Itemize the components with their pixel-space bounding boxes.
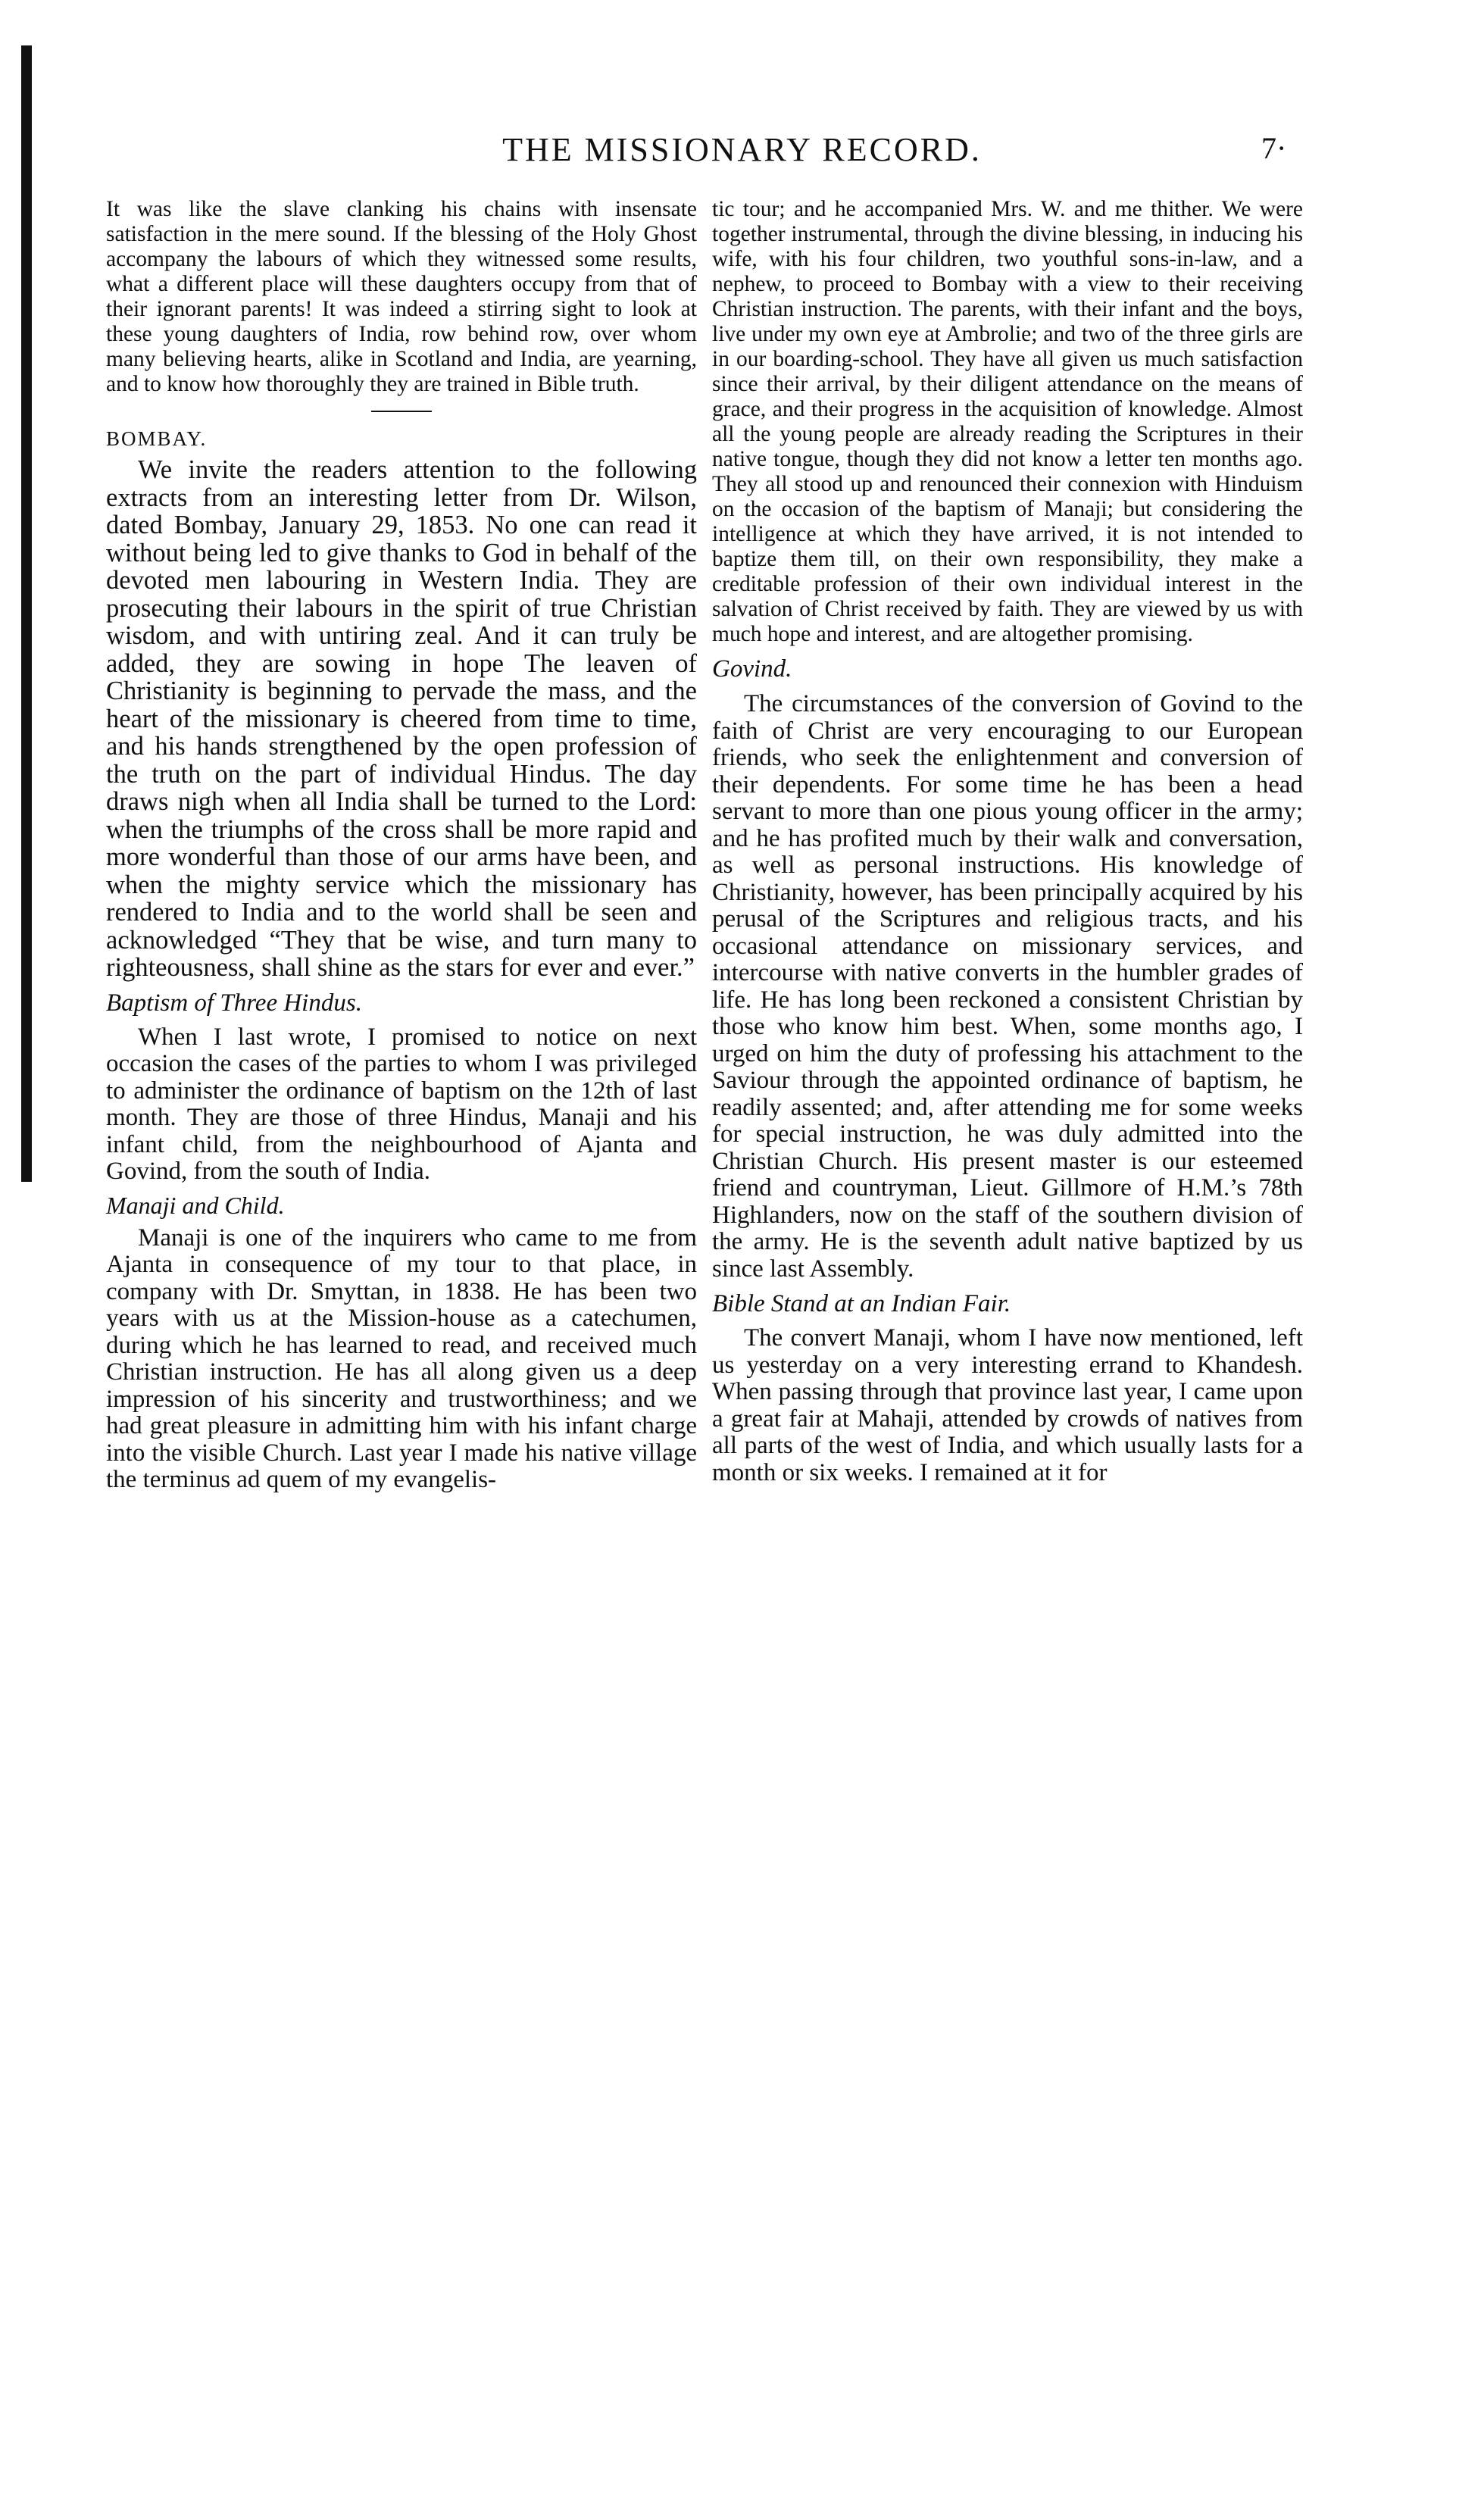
tour-paragraph: tic tour; and he accompanied Mrs. W. and me thither. We were together instrumental, through the divine blessing, in inducing his wife, with his four children, two youthful sons-in-law, and a nephew, to proceed to Bombay with a view to their receiving Christian instruction. The parents, with their infant and the boys, live under my own eye at Ambrolie; and two of the three girls are in our boarding-school. They have all given us much satisfaction since their arrival, by their diligent attendance on the means of grace, and their progress in the acquisition of knowledge. Almost all the young people are already reading the Scriptures in their native tongue, though they did not know a letter ten months ago. They all stood up and renounced their connexion with Hinduism on the occasion of the baptism of Manaji; but considering the intelligence at which they have arrived, it is not intended to baptize them till, on their own responsibility, they make a creditable profession of their own individual interest in the salvation of Christ received by faith. They are viewed by us with much hope and interest, and are altogether promising. xyxy=(712,197,1303,646)
bombay-paragraph: We invite the readers attention to the following extracts from an interesting letter from Dr. Wilson, dated Bombay, January 29, 1853. No one can read it without being led to give thanks to God in behalf of the devoted men labouring in Western India. They are prosecuting their labours in the spirit of true Christian wisdom, and with untiring zeal. And it can truly be added, they are sowing in hope The leaven of Christianity is beginning to pervade the mass, and the heart of the missionary is cheered from time to time, and his hands strengthened by the open profession of the truth on the part of individual Hindus. The day draws nigh when all India shall be turned to the Lord: when the triumphs of the cross shall be more rapid and more wonderful than those of our arms have been, and when the mighty service which the missionary has rendered to India and to the world shall be seen and acknowledged “They that be wise, and turn many to righteousness, shall shine as the stars for ever and ever.” xyxy=(106,455,697,982)
subheading-govind: Govind. xyxy=(712,655,792,683)
subheading-bible-stand: Bible Stand at an Indian Fair. xyxy=(712,1290,1011,1317)
running-title: THE MISSIONARY RECORD. xyxy=(502,131,982,168)
baptism-paragraph: When I last wrote, I promised to notice on next occasion the cases of the parties to whom I was privileged to administer the ordinance of baptism on the 12th of last month. They are those of three Hindus, Manaji and his infant child, from the neighbourhood of Ajanta and Govind, from the south of India. xyxy=(106,1023,697,1185)
section-rule xyxy=(371,411,432,412)
right-column xyxy=(712,197,1303,1486)
binding-edge xyxy=(21,45,32,1182)
subheading-baptism: Baptism of Three Hindus. xyxy=(106,989,362,1017)
page-number: 7· xyxy=(1261,131,1287,165)
subheading-manaji: Manaji and Child. xyxy=(106,1191,285,1219)
page-header xyxy=(0,130,1484,176)
left-column xyxy=(106,197,697,1494)
intro-paragraph: It was like the slave clanking his chains with insensate satisfaction in the mere sound. If the blessing of the Holy Ghost accompany the labours of which they witnessed some results, what a different place will these daughters occupy from that of their ignorant parents! It was indeed a stirring sight to look at these young daughters of India, row behind row, over whom many believing hearts, alike in Scotland and India, are yearning, and to know how thoroughly they are trained in Bible truth. xyxy=(106,197,697,396)
bible-stand-paragraph: The convert Manaji, whom I have now mentioned, left us yesterday on a very interesting errand to Khandesh. When passing through that province last year, I came upon a great fair at Mahaji, attended by crowds of natives from all parts of the west of India, and which usually lasts for a month or six weeks. I remained at it for xyxy=(712,1324,1303,1486)
manaji-paragraph: Manaji is one of the inquirers who came to me from Ajanta in consequence of my tour to that place, in company with Dr. Smyttan, in 1838. He has been two years with us at the Mission-house as a catechumen, during which he has learned to read, and received much Christian instruction. He has all along given us a deep impression of his sincerity and trustworthiness; and we had great pleasure in admitting him with his infant charge into the visible Church. Last year I made his native village the terminus ad quem of my evangelis- xyxy=(106,1223,697,1493)
govind-paragraph: The circumstances of the conversion of Govind to the faith of Christ are very encouraging to our European friends, who seek the enlightenment and conversion of their dependents. For some time he has been a head servant to more than one pious young officer in the army; and he has profited much by their walk and conversation, as well as personal instructions. His knowledge of Christianity, however, has been principally acquired by his perusal of the Scriptures and religious tracts, and his occasional attendance on missionary services, and intercourse with native converts in the humbler grades of life. He has long been reckoned a consistent Christian by those who know him best. When, some months ago, I urged on him the duty of professing his attachment to the Saviour through the appointed ordinance of baptism, he readily assented; and, after attending me for some weeks for special instruction, he was duly admitted into the Christian Church. His present master is our esteemed friend and countryman, Lieut. Gillmore of H.M.’s 78th Highlanders, now on the staff of the southern division of the army. He is the seventh adult native baptized by us since last Assembly. xyxy=(712,690,1303,1283)
section-heading-bombay: BOMBAY. xyxy=(106,427,208,450)
